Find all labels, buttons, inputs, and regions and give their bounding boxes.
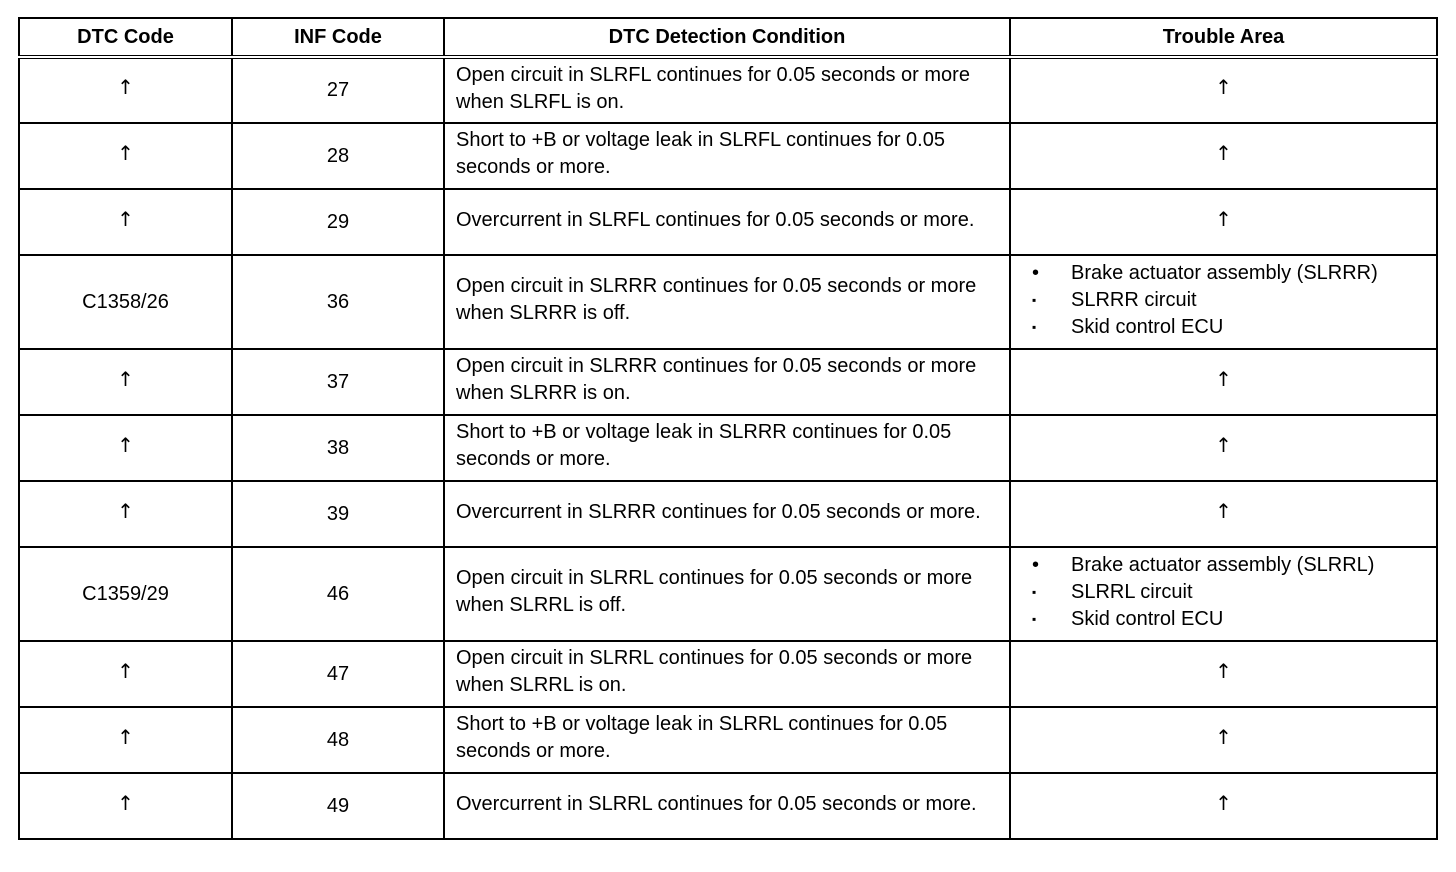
detection-condition-cell: Open circuit in SLRRL continues for 0.05 seconds or more when SLRRL is on. [444,641,1010,707]
table-row [19,773,1437,839]
list-item [1032,552,1424,579]
inf-code-cell: 48 [232,707,444,773]
inf-code-cell: 28 [232,123,444,189]
table-row [19,255,1437,349]
detection-condition-cell: Open circuit in SLRRR continues for 0.05 seconds or more when SLRRR is on. [444,349,1010,415]
trouble-area-item: Skid control ECU [1071,607,1224,630]
trouble-area-same-arrow: ↑ [1010,349,1437,415]
table-row [19,123,1437,189]
dtc-code-same-arrow: ↑ [19,415,232,481]
bullet-icon: ▪ [1032,292,1037,307]
dtc-code-cell: C1358/26 [19,255,232,349]
header-detection-condition: DTC Detection Condition [444,18,1010,57]
header-trouble-area: Trouble Area [1010,18,1437,57]
trouble-area-item: Skid control ECU [1071,315,1224,338]
trouble-area-item: Brake actuator assembly (SLRRR) [1071,261,1378,284]
trouble-area-same-arrow: ↑ [1010,641,1437,707]
dtc-code-same-arrow: ↑ [19,57,232,123]
trouble-area-same-arrow: ↑ [1010,773,1437,839]
table-row [19,641,1437,707]
bullet-icon: ▪ [1032,584,1037,599]
table-row [19,349,1437,415]
trouble-area-same-arrow: ↑ [1010,123,1437,189]
detection-condition-cell: Overcurrent in SLRRR continues for 0.05 seconds or more. [444,481,1010,547]
inf-code-cell: 27 [232,57,444,123]
bullet-icon: ▪ [1032,611,1037,626]
inf-code-cell: 29 [232,189,444,255]
detection-condition-cell: Open circuit in SLRFL continues for 0.05 seconds or more when SLRFL is on. [444,57,1010,123]
list-item [1032,314,1424,341]
dtc-code-same-arrow: ↑ [19,189,232,255]
table-row [19,57,1437,123]
trouble-area-item: Brake actuator assembly (SLRRL) [1071,553,1375,576]
dtc-code-same-arrow: ↑ [19,349,232,415]
dtc-table [18,17,1438,840]
dtc-code-same-arrow: ↑ [19,123,232,189]
table-row [19,547,1437,641]
trouble-area-same-arrow: ↑ [1010,415,1437,481]
detection-condition-cell: Short to +B or voltage leak in SLRRL continues for 0.05 seconds or more. [444,707,1010,773]
bullet-icon: • [1032,553,1040,576]
list-item [1032,287,1424,314]
detection-condition-cell: Overcurrent in SLRFL continues for 0.05 seconds or more. [444,189,1010,255]
trouble-area-same-arrow: ↑ [1010,57,1437,123]
inf-code-cell: 47 [232,641,444,707]
trouble-area-same-arrow: ↑ [1010,481,1437,547]
list-item [1032,260,1424,287]
trouble-area-same-arrow: ↑ [1010,707,1437,773]
trouble-area-item: SLRRL circuit [1071,580,1193,603]
detection-condition-cell: Overcurrent in SLRRL continues for 0.05 seconds or more. [444,773,1010,839]
table-header-row [19,18,1437,57]
inf-code-cell: 36 [232,255,444,349]
dtc-code-same-arrow: ↑ [19,641,232,707]
dtc-code-cell: C1359/29 [19,547,232,641]
table-row [19,189,1437,255]
bullet-icon: • [1032,261,1040,284]
trouble-area-item: SLRRR circuit [1071,288,1197,311]
detection-condition-cell: Short to +B or voltage leak in SLRFL continues for 0.05 seconds or more. [444,123,1010,189]
trouble-area-list [1022,552,1424,633]
header-inf-code: INF Code [232,18,444,57]
trouble-area-cell [1010,255,1437,349]
list-item [1032,579,1424,606]
dtc-code-same-arrow: ↑ [19,773,232,839]
inf-code-cell: 39 [232,481,444,547]
header-dtc-code: DTC Code [19,18,232,57]
dtc-code-same-arrow: ↑ [19,707,232,773]
table-row [19,707,1437,773]
inf-code-cell: 37 [232,349,444,415]
inf-code-cell: 49 [232,773,444,839]
table-row [19,481,1437,547]
trouble-area-list [1022,260,1424,341]
detection-condition-cell: Open circuit in SLRRL continues for 0.05 seconds or more when SLRRL is off. [444,547,1010,641]
trouble-area-cell [1010,547,1437,641]
inf-code-cell: 46 [232,547,444,641]
detection-condition-cell: Short to +B or voltage leak in SLRRR continues for 0.05 seconds or more. [444,415,1010,481]
inf-code-cell: 38 [232,415,444,481]
trouble-area-same-arrow: ↑ [1010,189,1437,255]
list-item [1032,606,1424,633]
table-row [19,415,1437,481]
dtc-code-same-arrow: ↑ [19,481,232,547]
detection-condition-cell: Open circuit in SLRRR continues for 0.05 seconds or more when SLRRR is off. [444,255,1010,349]
bullet-icon: ▪ [1032,319,1037,334]
